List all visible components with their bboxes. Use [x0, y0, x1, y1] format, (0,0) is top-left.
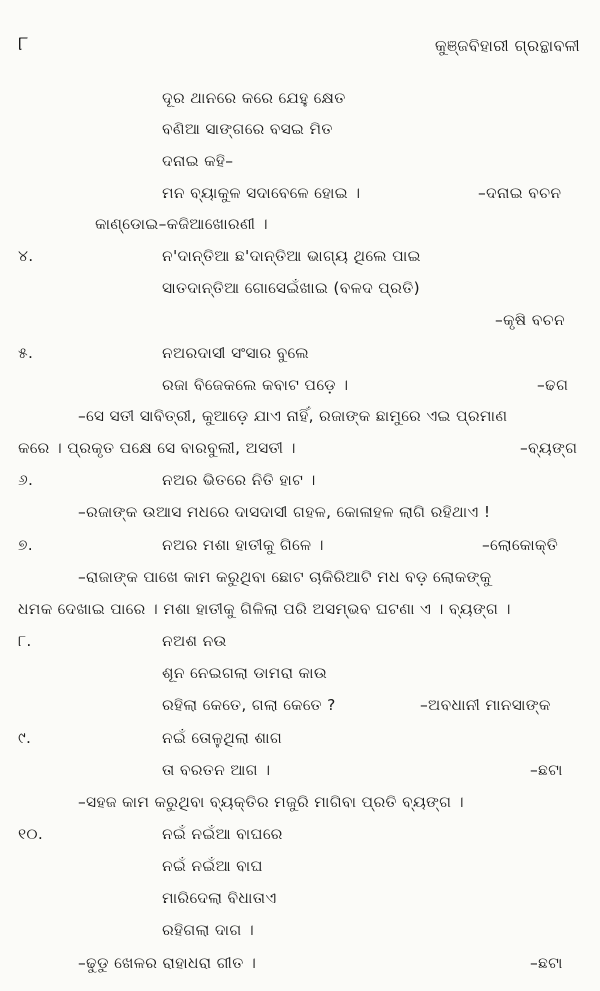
verse-line: ନଇଁ ନଇଁଆ ବାଘ [162, 857, 263, 875]
source-attribution: –ବ୍ୟଙ୍ଗ [520, 439, 578, 457]
source-attribution: –ଛଟା [530, 954, 563, 972]
verse-line: ବଣିଆ ସାଙ୍ଗରେ ବସଇ ମିତ [162, 120, 333, 138]
verse-line: ସାତଦାନ୍ତିଆ ଗୋସେଇଁଖାଇ (ବଳଦ ପ୍ରତି) [162, 279, 420, 297]
verse-line: ତା ବରତନ ଆଗ । [162, 761, 271, 779]
entry-number: ୮. [18, 632, 32, 650]
entry-number: ୪. [18, 247, 34, 265]
verse-line: ନ'ଦାନ୍ତିଆ ଛ'ଦାନ୍ତିଆ ଭାଗ୍ୟ ଥିଲେ ପାଇ [162, 247, 421, 265]
source-attribution: –ଦନାଇ ବଚନ [478, 184, 562, 202]
verse-line: ରଜା ବିଜେକଲେ କବାଟ ପଡ଼େ । [162, 376, 349, 394]
verse-line: ନଅର ଭିତରେ ନିତି ହାଟ । [162, 471, 316, 489]
verse-line: ନଅଶ ନଉ [162, 632, 227, 650]
verse-line: ମନ ବ୍ୟାକୁଳ ସଦାବେଳେ ହୋଇ । [162, 184, 361, 202]
source-attribution: –ଢଗ [537, 376, 569, 394]
verse-line: ନଇଁ ନଇଁଆ ବାଘରେ [162, 825, 283, 843]
verse-line: ଦନାଇ କହି– [162, 152, 234, 170]
explanation-line: –ସହଜ କାମ କରୁଥିବା ବ୍ୟକ୍ତିର ମଜୁରି ମାଗିବା ପ୍ରତି ବ୍ୟଙ୍ଗ । [78, 793, 464, 811]
source-attribution: –ଛଟା [530, 761, 563, 779]
source-attribution: –ଅବଧାନୀ ମାନସାଙ୍କ [420, 696, 551, 714]
page-number: ୮ [18, 31, 29, 55]
source-attribution: –ଲୋକୋକ୍ତି [482, 536, 559, 554]
entry-number: ୯. [18, 729, 32, 747]
entry-number: ୭. [18, 536, 34, 554]
gloss-line: କାଣ୍ଡୋଇ–କଜିଆଖୋରଣୀ । [95, 215, 268, 233]
verse-line: ନଅର ମଶା ହାତୀକୁ ଗିଳେ । [162, 536, 324, 554]
verse-line: ରହିଲା କେତେ, ଗଲା କେତେ ? [162, 696, 336, 714]
explanation-line: –ରାଜାଙ୍କ ପାଖେ କାମ କରୁଥିବା ଛୋଟ ଚାକିରିଆଟି ମଧ ବଡ଼ ଲୋକଙ୍କୁ [78, 568, 492, 586]
source-attribution: –କୃଷି ବଚନ [495, 311, 565, 329]
verse-line: ମାରିଦେଲା ବିଧାତାଏ [162, 889, 277, 907]
explanation-line: କରେ । ପ୍ରକୃତ ପକ୍ଷେ ସେ ବାରବୁଲୀ, ଅସତୀ । [18, 439, 296, 457]
verse-line: ଦୂର ଥାନରେ କରେ ଯେହୁ କ୍ଷେତ [162, 89, 346, 107]
verse-line: ନଅରଦାସୀ ସଂସାର ବୁଲେ [162, 344, 310, 362]
explanation-line: –ରଜାଙ୍କ ଉଆସ ମଧରେ ଦାସଦାସୀ ଗହଳ, କୋଳାହଳ ଲାଗି ରହିଥାଏ ! [78, 503, 491, 521]
verse-line: ରହିଗଲା ଦାଗ । [162, 921, 255, 939]
running-header-title: କୁଞ୍ଜବିହାରୀ ଗ୍ରନ୍ଥାବଳୀ [434, 36, 580, 55]
verse-line: ଶୂନ ନେଇଗଲା ଡାମରା କାଉ [162, 664, 328, 682]
entry-number: ୧୦. [18, 825, 44, 843]
explanation-line: –ଢୁଡୁ ଖେଳର ରାହାଧରା ଗୀତ । [78, 954, 257, 972]
entry-number: ୬. [18, 471, 34, 489]
explanation-line: ଧମକ ଦେଖାଇ ପାରେ । ମଶା ହାତୀକୁ ଗିଳିଲା ପରି ଅସମ୍ଭବ ଘଟଣା ଏ । ବ୍ୟଙ୍ଗ । [18, 600, 511, 618]
explanation-line: –ସେ ସତୀ ସାବିତ୍ରୀ, କୁଆଡ଼େ ଯାଏ ନାହିଁ, ରଜାଙ୍କ ଛାମୁରେ ଏଇ ପ୍ରମାଣ [78, 407, 508, 425]
entry-number: ୫. [18, 344, 34, 362]
verse-line: ନଇଁ ତୋଳୁଥିଲା ଶାଗ [162, 729, 283, 747]
